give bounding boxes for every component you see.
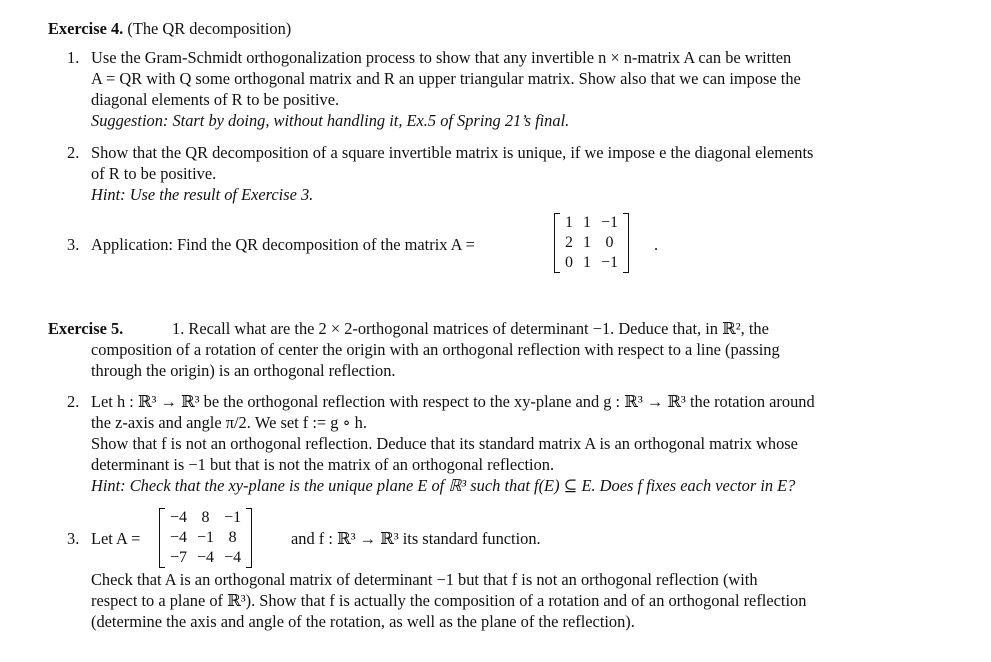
ex5-item-1-line-2: composition of a rotation of center the origin with an orthogonal reflection with respect to a line (passing xyxy=(91,340,780,359)
exercise-4-heading xyxy=(48,18,291,39)
ex4-item-1 xyxy=(67,47,937,131)
ex4-matrix-row xyxy=(560,233,623,253)
ex5-item-2-line-4: determinant is −1 but that is not the matrix of an orthogonal reflection. xyxy=(91,455,555,474)
ex4-matrix-entry: 0 xyxy=(605,234,614,251)
ex5-matrix-entry: 8 xyxy=(201,509,210,526)
left-bracket xyxy=(159,508,165,568)
ex5-item-2-line-1: Let h : ℝ³ → ℝ³ be the orthogonal reflection with respect to the xy-plane and g : ℝ³ → ℝ³ the rotation around xyxy=(91,392,815,411)
ex4-matrix-entry: −1 xyxy=(601,254,619,271)
ex4-item-2-line-2: of R to be positive. xyxy=(91,164,217,183)
ex5-item-1 xyxy=(67,318,937,381)
ex4-matrix xyxy=(554,213,629,273)
ex4-matrix-row xyxy=(560,253,623,273)
ex5-item-3-line-4: (determine the axis and angle of the rotation, as well as the plane of the reflection). xyxy=(91,612,635,631)
ex5-item-2-hint: Hint: Check that the xy-plane is the unique plane E of ℝ³ such that f(E) ⊆ E. Does f fixes each vector in E? xyxy=(91,476,796,495)
ex5-item-3-number: 3. xyxy=(67,529,80,548)
ex4-item-2-hint: Hint: Use the result of Exercise 3. xyxy=(91,185,314,204)
ex5-item-2-line-3: Show that f is not an orthogonal reflection. Deduce that its standard matrix A is an orthogonal matrix whose xyxy=(91,434,798,453)
ex4-item-1-line-3: diagonal elements of R to be positive. xyxy=(91,90,340,109)
ex4-matrix-entry: −1 xyxy=(601,214,619,231)
ex5-matrix xyxy=(159,508,252,568)
ex5-matrix-row xyxy=(165,528,246,548)
ex4-matrix-entry: 1 xyxy=(583,254,591,271)
ex5-matrix-entry: −4 xyxy=(170,529,188,546)
ex4-item-1-line-2: A = QR with Q some orthogonal matrix and R an upper triangular matrix. Show also that we can impose the xyxy=(91,69,801,88)
ex5-matrix-row xyxy=(165,508,246,528)
ex5-item-3-lead: Let A = xyxy=(91,529,141,548)
ex5-item-1-line-3: through the origin) is an orthogonal reflection. xyxy=(91,361,396,380)
ex4-item-1-number: 1. xyxy=(67,48,80,67)
exercise-4-label: Exercise 4. xyxy=(48,19,124,38)
ex5-item-3-line-3: respect to a plane of ℝ³). Show that f is actually the composition of a rotation and of an orthogonal reflection xyxy=(91,591,807,610)
ex4-item-3-number: 3. xyxy=(67,235,80,254)
ex4-item-2 xyxy=(67,142,937,205)
ex4-item-1-line-1: Use the Gram-Schmidt orthogonalization process to show that any invertible n × n-matrix A can be written xyxy=(91,48,792,67)
ex4-matrix-entry: 0 xyxy=(565,254,573,271)
ex4-item-1-suggestion: Suggestion: Start by doing, without handling it, Ex.5 of Spring 21’s final. xyxy=(91,111,570,130)
ex5-item-3 xyxy=(67,509,937,631)
ex4-matrix-entry: 2 xyxy=(565,234,573,251)
ex4-matrix-row xyxy=(560,213,623,233)
ex5-item-1-line-1: Recall what are the 2 × 2-orthogonal matrices of determinant −1. Deduce that, in ℝ², the xyxy=(188,319,769,338)
ex5-item-1-first-line xyxy=(91,318,937,339)
ex5-matrix-entry: −4 xyxy=(224,549,242,566)
ex5-matrix-entry: −4 xyxy=(197,549,215,566)
ex5-matrix-row xyxy=(165,548,246,568)
ex4-item-2-line-1: Show that the QR decomposition of a square invertible matrix is unique, if we impose e the diagonal elements xyxy=(91,143,814,162)
ex5-item-2-number: 2. xyxy=(67,392,80,411)
ex4-matrix-table xyxy=(560,213,623,273)
exercise-4-title: (The QR decomposition) xyxy=(127,19,292,38)
ex5-matrix-entry: 8 xyxy=(228,529,237,546)
ex4-item-3-text: Application: Find the QR decomposition of the matrix A = xyxy=(91,235,475,254)
ex5-matrix-entry: −1 xyxy=(197,529,215,546)
ex4-matrix-entry: 1 xyxy=(583,214,591,231)
right-bracket xyxy=(623,213,629,273)
ex4-item-3 xyxy=(67,214,937,271)
ex5-matrix-table xyxy=(165,508,246,568)
ex5-item-1-number: 1. xyxy=(172,319,185,338)
ex5-item-3-after: and f : ℝ³ → ℝ³ its standard function. xyxy=(291,529,541,548)
ex5-item-2 xyxy=(67,391,937,496)
ex4-matrix-entry: 1 xyxy=(565,214,573,231)
exercise-5-label: Exercise 5. xyxy=(48,319,124,338)
ex5-item-2-line-2: the z-axis and angle π/2. We set f := g ∘ h. xyxy=(91,413,367,432)
left-bracket xyxy=(554,213,560,273)
ex4-item-2-number: 2. xyxy=(67,143,80,162)
ex4-item-3-period: . xyxy=(654,235,659,254)
ex4-matrix-entry: 1 xyxy=(583,234,591,251)
ex5-matrix-entry: −7 xyxy=(170,549,188,566)
right-bracket xyxy=(246,508,252,568)
ex5-matrix-entry: −4 xyxy=(170,509,188,526)
ex5-item-3-line-2: Check that A is an orthogonal matrix of determinant −1 but that f is not an orthogonal reflection (with xyxy=(91,570,758,589)
ex5-matrix-entry: −1 xyxy=(224,509,242,526)
